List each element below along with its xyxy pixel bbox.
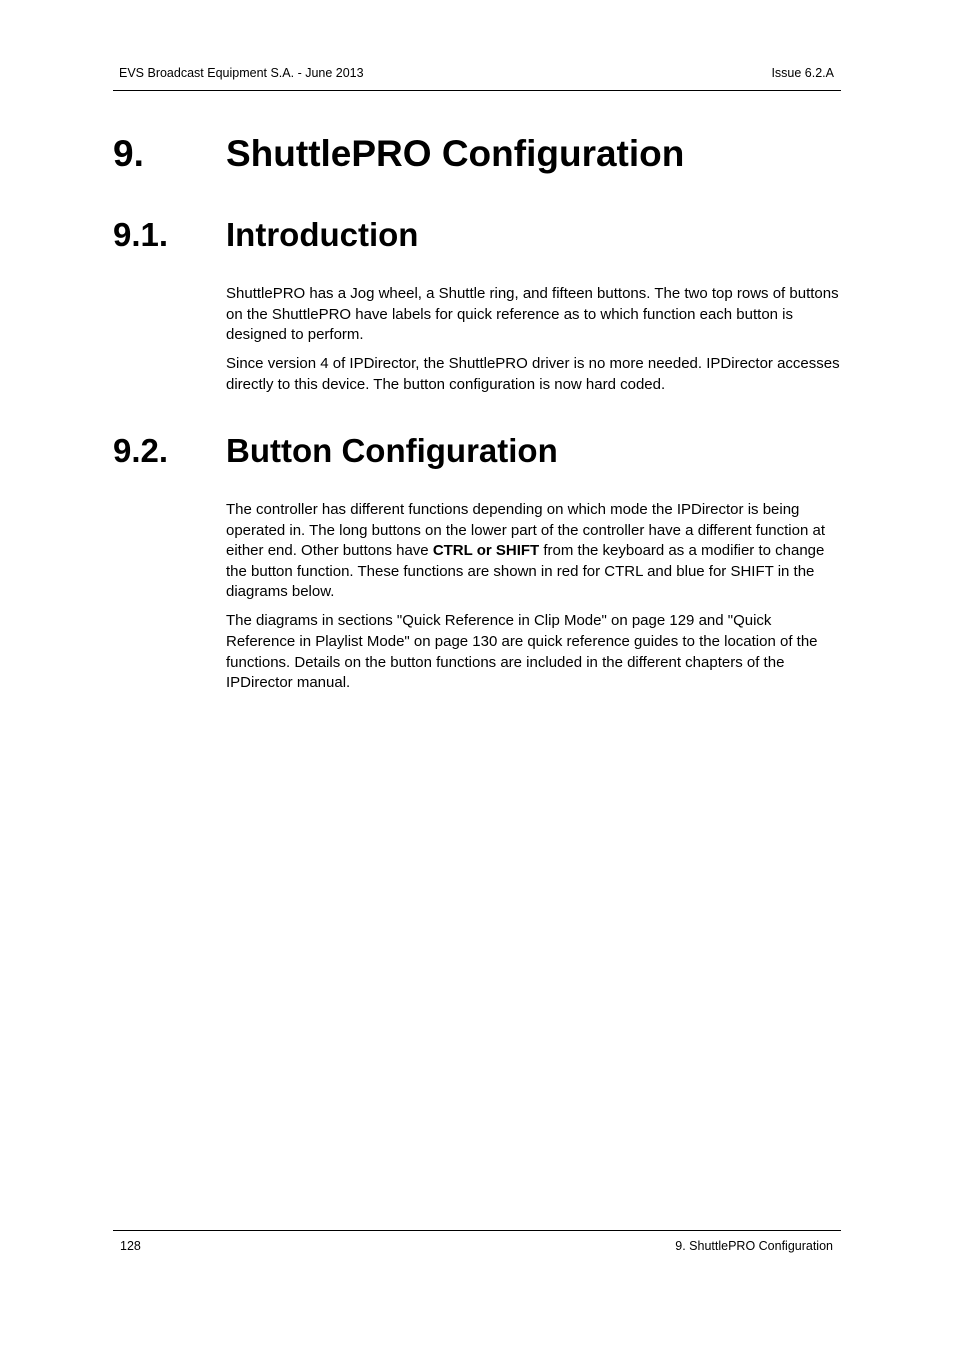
button-configuration-body (226, 500, 842, 702)
footer-page-number: 128 (120, 1239, 141, 1253)
chapter-heading (113, 131, 841, 177)
chapter-title: ShuttlePRO Configuration (226, 133, 685, 174)
paragraph-text: from the keyboard as a modifier to change the button function. These functions are shown in red for CTRL and blue for SHIFT in the diagrams below. (226, 542, 825, 601)
header-issue: Issue 6.2.A (771, 66, 834, 80)
modifier-keys-text: CTRL or SHIFT (432, 542, 540, 560)
footer-chapter-ref: 9. ShuttlePRO Configuration (675, 1239, 833, 1253)
header-company-date: EVS Broadcast Equipment S.A. - June 2013 (119, 66, 364, 80)
introduction-paragraph-2: Since version 4 of IPDirector, the ShuttlePRO driver is no more needed. IPDirector accesses directly to this device. The button configuration is now hard coded. (226, 355, 840, 393)
section-title: Button Configuration (226, 432, 558, 469)
page-footer (113, 1230, 841, 1259)
section-title: Introduction (226, 216, 419, 253)
section-number: 9.1. (113, 216, 169, 253)
page-header (113, 62, 841, 91)
section-heading-button-configuration (113, 431, 841, 471)
section-heading-introduction (113, 215, 841, 255)
button-configuration-paragraph-1 (226, 500, 842, 603)
paragraph-text: The controller has different functions depending on which mode the IPDirector is being operated in. The long buttons on the lower part of the controller have a different function at either end. Other buttons have (226, 501, 826, 560)
section-number: 9.2. (113, 432, 169, 469)
introduction-body (226, 284, 842, 404)
button-configuration-paragraph-2: The diagrams in sections "Quick Reference in Clip Mode" on page 129 and "Quick Reference in Playlist Mode" on page 130 are quick reference guides to the location of the functions. Details on the button functions are included in the different chapters of the IPDirector manual. (226, 612, 818, 692)
introduction-paragraph-1: ShuttlePRO has a Jog wheel, a Shuttle ring, and fifteen buttons. The two top rows of buttons on the ShuttlePRO have labels for quick reference as to which function each button is designed to perform. (226, 285, 839, 344)
chapter-number: 9. (113, 133, 144, 174)
